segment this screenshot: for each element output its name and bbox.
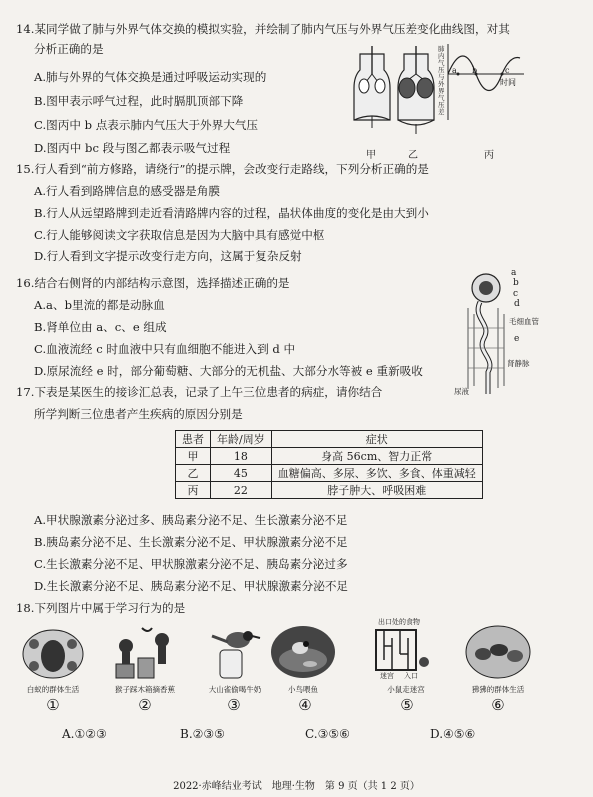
- table-cell: 乙: [176, 465, 211, 482]
- table-row: [176, 465, 483, 482]
- q17-option-c: C.生长激素分泌不足、甲状腺激素分泌不足、胰岛素分泌过多: [34, 557, 348, 571]
- kidney-label-vein: 肾静脉: [507, 359, 530, 368]
- q17-stem-line2: 所学判断三位患者产生疾病的原因分别是: [34, 407, 243, 421]
- q17-option-a: A.甲状腺激素分泌过多、胰岛素分泌不足、生长激素分泌不足: [34, 513, 348, 527]
- q14-figure: [352, 40, 582, 142]
- maze-top-label: 出口处的食物: [378, 618, 420, 626]
- table-row: [176, 448, 483, 465]
- number-6: ⑥: [491, 696, 505, 714]
- table-cell: 血糖偏高、多尿、多饮、多食、体重减轻: [271, 465, 482, 482]
- label-jia: 甲: [366, 150, 376, 161]
- q15-option-c: C.行人能够阅读文字获取信息是因为大脑中具有感觉中枢: [34, 228, 325, 242]
- table-cell: 45: [211, 465, 272, 482]
- termite-picture: [20, 624, 86, 680]
- kidney-label-capillary: 毛细血管: [509, 317, 539, 326]
- q17-option-d: D.生长激素分泌不足、胰岛素分泌不足、甲状腺激素分泌不足: [34, 579, 349, 593]
- number-5: ⑤: [400, 696, 414, 714]
- caption-2: 猴子踩木箱摘香蕉: [115, 685, 175, 694]
- page-footer: 2022·赤峰结业考试 地理·生物 第 9 页（共 1 2 页）: [173, 781, 420, 792]
- q15-option-a: A.行人看到路牌信息的感受器是角膜: [34, 184, 220, 198]
- q18-stem: 18.下列图片中属于学习行为的是: [16, 601, 186, 615]
- point-a-label: a: [452, 66, 457, 75]
- table-cell: 22: [211, 482, 272, 499]
- table-cell: 甲: [176, 448, 211, 465]
- q16-stem: 16.结合右侧肾的内部结构示意图，选择描述正确的是: [16, 276, 290, 290]
- q16-option-b: B.肾单位由 a、c、e 组成: [34, 320, 167, 334]
- q16-option-d: D.原尿流经 e 时，部分葡萄糖、大部分的无机盐、大部分水等被 e 重新吸收: [34, 364, 423, 378]
- q17-stem-line1: 17.下表是某医生的接诊汇总表，记录了上午三位患者的病症，请你结合: [16, 385, 383, 399]
- monkey-banana-picture: [112, 624, 178, 680]
- kidney-label-d: d: [514, 299, 520, 309]
- kidney-label-urine: 尿液: [454, 387, 469, 396]
- q15-stem: 15.行人看到“前方修路，请绕行”的提示牌，会改变行走路线，下列分析正确的是: [16, 162, 429, 176]
- number-3: ③: [227, 696, 241, 714]
- point-b-label: b: [472, 66, 478, 75]
- q14-stem-line2: 分析正确的是: [34, 42, 104, 56]
- kidney-label-a: a: [511, 268, 517, 278]
- q16-option-c: C.血液流经 c 时血液中只有血细胞不能进入到 d 中: [34, 342, 296, 356]
- bird-fish-picture: [270, 624, 336, 680]
- q18-answer-b: B.②③⑤: [180, 727, 225, 741]
- label-yi: 乙: [408, 150, 418, 161]
- tit-milk-picture: [202, 624, 268, 680]
- table-header: 患者: [176, 431, 211, 448]
- q14-option-d: D.图丙中 bc 段与图乙都表示吸气过程: [34, 141, 231, 155]
- caption-3: 大山雀偷喝牛奶: [208, 685, 262, 694]
- table-header: 症状: [271, 431, 482, 448]
- table-header: 年龄/周岁: [211, 431, 272, 448]
- kidney-label-b: b: [513, 278, 519, 288]
- bell-jar-yi: [398, 46, 434, 134]
- caption-5: 小鼠走迷宫: [387, 685, 425, 694]
- kidney-label-c: c: [513, 289, 519, 299]
- point-c-label: c: [505, 66, 510, 75]
- q15-option-d: D.行人看到文字提示改变行走方向，这属于复杂反射: [34, 249, 302, 263]
- q17-option-b: B.胰岛素分泌不足、生长激素分泌不足、甲状腺激素分泌不足: [34, 535, 348, 549]
- number-1: ①: [46, 696, 60, 714]
- q15-option-b: B.行人从远望路牌到走近看清路牌内容的过程，晶状体曲度的变化是由大到小: [34, 206, 429, 220]
- caption-1: 白蚁的群体生活: [26, 685, 80, 694]
- table-cell: 脖子肿大、呼吸困难: [271, 482, 482, 499]
- q14-option-a: A.肺与外界的气体交换是通过呼吸运动实现的: [34, 70, 267, 84]
- maze-label: 迷宫: [380, 672, 394, 680]
- number-2: ②: [138, 696, 152, 714]
- q18-answer-a: A.①②③: [62, 727, 107, 741]
- q14-option-b: B.图甲表示呼气过程，此时膈肌顶部下降: [34, 94, 244, 108]
- kidney-label-e: e: [514, 334, 520, 344]
- nephron-diagram: [462, 268, 532, 398]
- table-cell: 丙: [176, 482, 211, 499]
- number-4: ④: [298, 696, 312, 714]
- q14-option-c: C.图丙中 b 点表示肺内气压大于外界大气压: [34, 118, 259, 132]
- table-header-row: [176, 431, 483, 448]
- label-bing: 丙: [484, 150, 494, 161]
- q18-answer-d: D.④⑤⑥: [430, 727, 476, 741]
- table-cell: 身高 56cm、智力正常: [271, 448, 482, 465]
- patient-table: [175, 430, 483, 499]
- baboon-picture: [465, 624, 531, 680]
- caption-4: 小鸟喂鱼: [288, 685, 318, 694]
- bell-jar-jia: [354, 46, 390, 128]
- y-axis-label: 肺内气压与外界气压差: [438, 45, 445, 116]
- table-cell: 18: [211, 448, 272, 465]
- q16-option-a: A.a、b里流的都是动脉血: [34, 298, 165, 312]
- table-row: [176, 482, 483, 499]
- x-axis-label: 时间: [500, 78, 516, 87]
- q18-answer-c: C.③⑤⑥: [305, 727, 350, 741]
- q14-stem-line1: 14.某同学做了肺与外界气体交换的模拟实验，并绘制了肺内气压与外界气压差变化曲线图，对其: [16, 22, 510, 36]
- caption-6: 狒狒的群体生活: [471, 685, 525, 694]
- maze-entry-label: 入口: [404, 672, 418, 680]
